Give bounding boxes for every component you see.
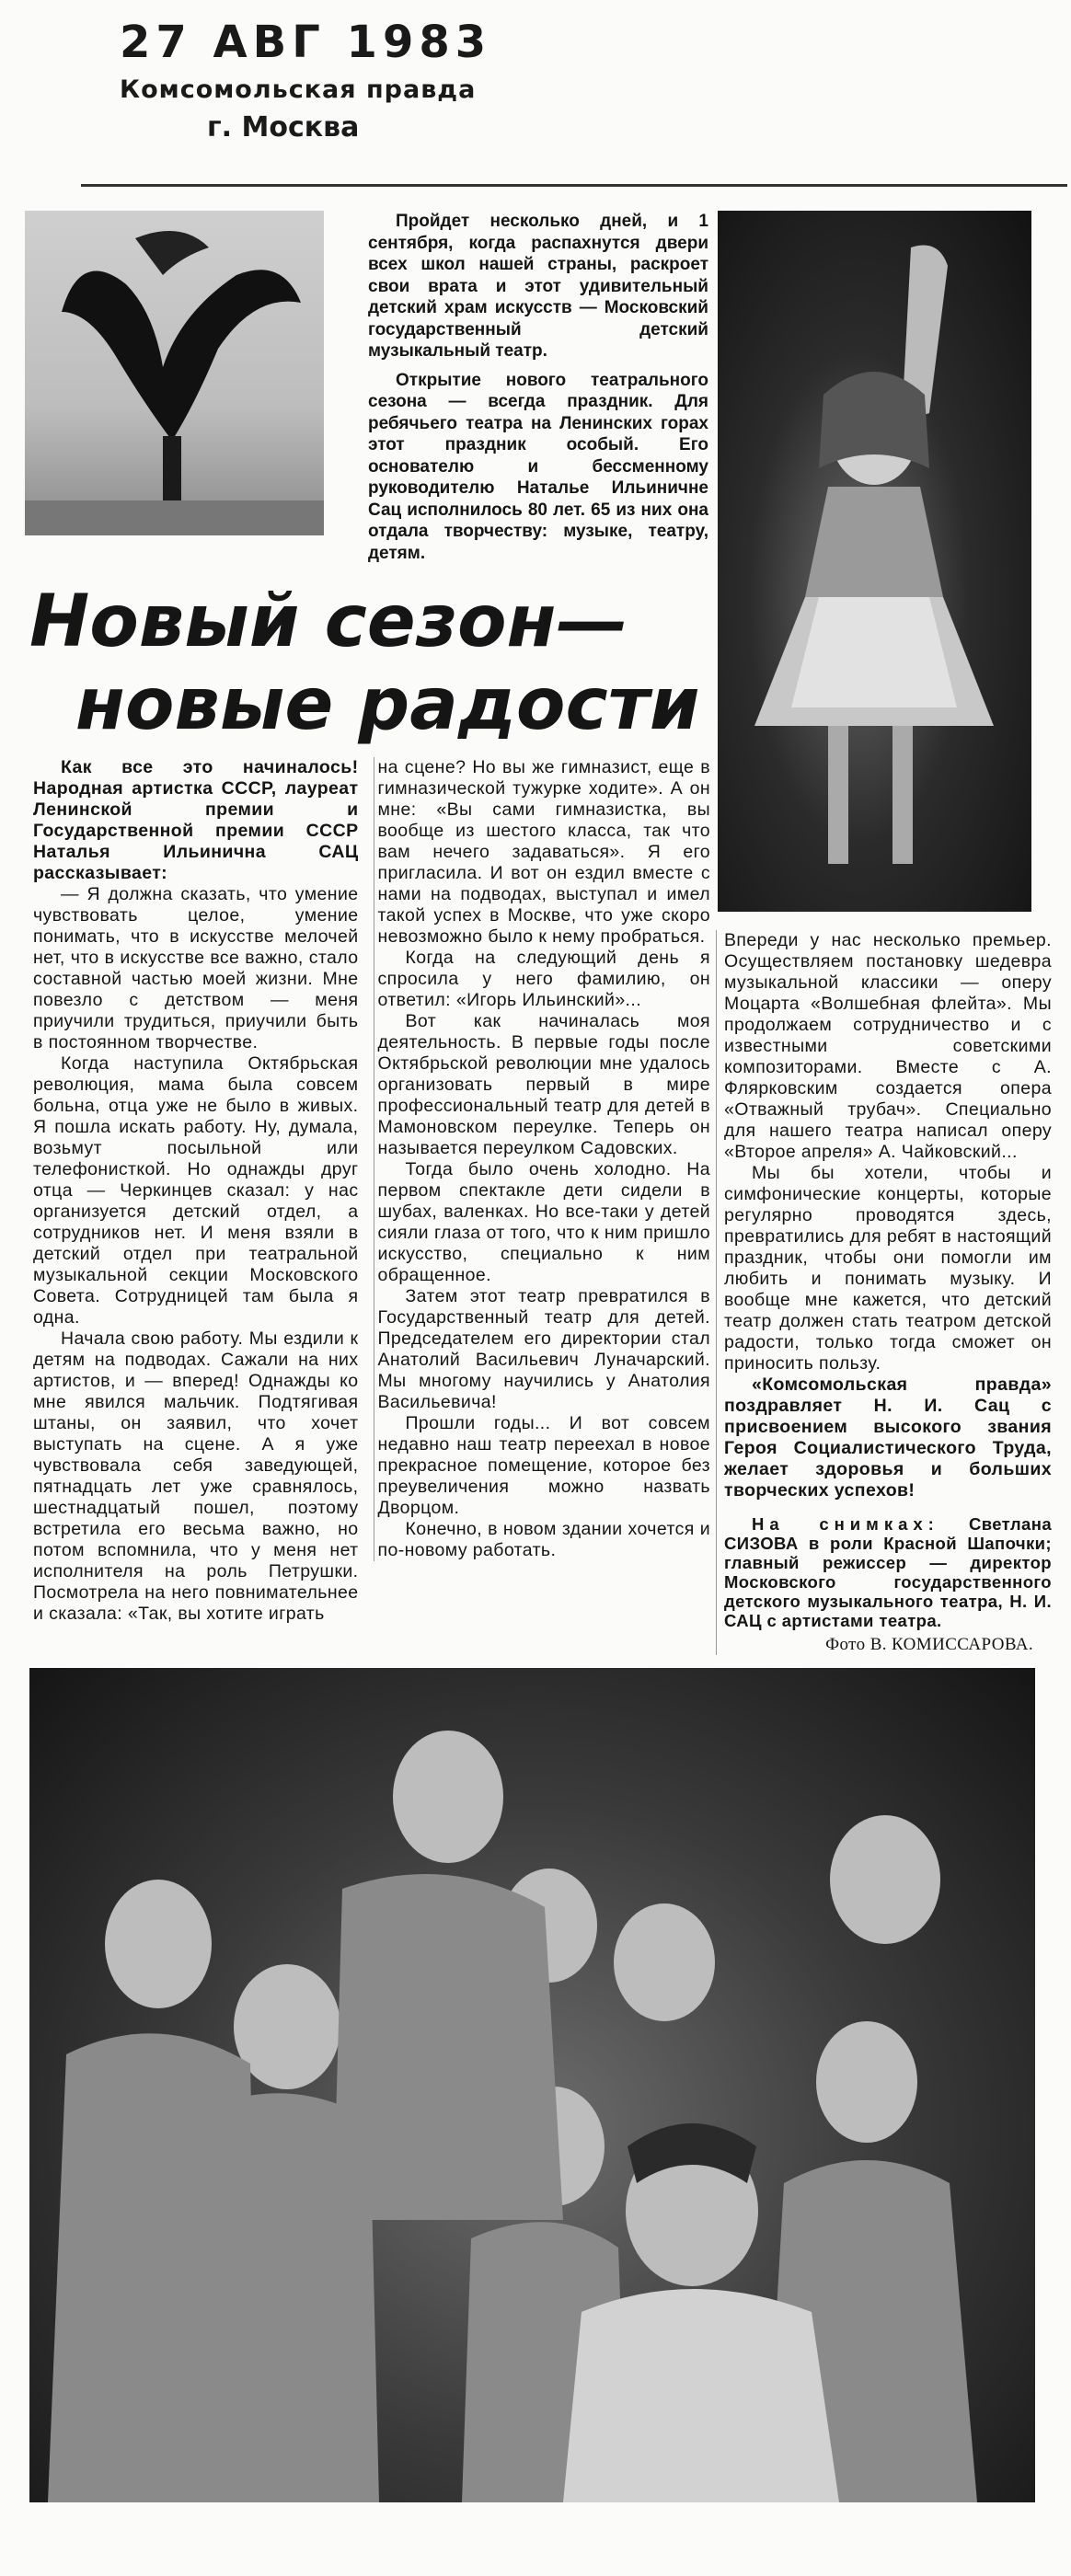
lead-paragraph: Пройдет несколько дней, и 1 сентября, когда распахнутся двери всех школ нашей страны, раскроет свои врата и этот удивительный детский храм искусств — Московский государственный детский музыкальный театр. bbox=[368, 212, 708, 361]
congratulation-paragraph: «Комсомольская правда» поздравляет Н. И. Сац с присвоением высокого звания Героя Социалистического Труда, желает здоровья и больших творческих успехов! bbox=[724, 1374, 1052, 1501]
photo-credit: Фото В. КОМИССАРОВА. bbox=[825, 1635, 1033, 1654]
paragraph: Вот как начиналась моя деятельность. В первые годы после Октябрьской революции мне удалось организовать первый в мире профессиональный театр для детей в Мамоновском переулке. Теперь он называется переулком Садовских. bbox=[377, 1011, 710, 1158]
paragraph: на сцене? Но вы же гимназист, еще в гимназической тужурке ходите». А он мне: «Вы сами гимназистка, вы вообще из шестого класса, так что вам нечего задаваться». Я его пригласила. И вот он ездил вместе с нами на подводах, выступал и имел такой успех в Москве, что уже скоро невозможно было к нему пробраться. bbox=[377, 757, 710, 947]
paragraph: Прошли годы... И вот совсем недавно наш театр переехал в новое прекрасное помещение, которое без преувеличения можно назвать Дворцом. bbox=[377, 1413, 710, 1518]
caption-lead: На снимках: bbox=[752, 1514, 939, 1534]
photo-bird-sculpture bbox=[25, 211, 324, 535]
paragraph: Начала свою работу. Мы ездили к детям на подводах. Сажали на них артистов, и — вперед! Однажды ко мне явился мальчик. Подтягивая штаны, он заявил, что хочет выступать на сцене. А я уже чувствовала себя заведующей, пятнадцать лет уже сравнялось, шестнадцатый пошел, поэтому встретила его весьма важно, но потом вспомнила, что у меня нет исполнителя на роль Петрушки. Посмотрела на него повнимательнее и сказала: «Так, вы хотите играть bbox=[33, 1328, 359, 1624]
lead-paragraph: Открытие нового театрального сезона — всегда праздник. Для ребячьего театра на Ленинских горах этот праздник особый. Его основателю и бессменному руководителю Наталье Ильиничне Сац исполнилось 80 лет. 65 из них она отдала творчеству: музыке, театру, детям. bbox=[368, 370, 708, 563]
photo-caption bbox=[724, 1514, 1052, 1630]
stamp-newspaper-name: Комсомольская правда bbox=[120, 75, 477, 104]
paragraph: Впереди у нас несколько премьер. Осуществляем постановку шедевра музыкальной классики — оперу Моцарта «Волшебная флейта». Мы продолжаем сотрудничество и с известными советскими композиторами. Вместе с А. Флярковским создается опера «Отважный трубач». Специально для нашего театра написал оперу «Второе апреля» А. Чайковский... bbox=[724, 930, 1052, 1162]
paragraph: Затем этот театр превратился в Государственный театр для детей. Председателем его директории стал Анатолий Васильевич Луначарский. Мы многому научились у Анатолия Васильевича! bbox=[377, 1286, 710, 1412]
article-lead bbox=[368, 211, 708, 571]
article bbox=[0, 187, 1071, 1655]
headline-line-1: Новый сезон— bbox=[29, 581, 628, 663]
archive-stamp bbox=[0, 0, 1071, 184]
article-right-part bbox=[716, 211, 1056, 1655]
headline-line-2: новые радости bbox=[75, 663, 700, 746]
column-right bbox=[716, 930, 1052, 1655]
paragraph: — Я должна сказать, что умение чувствовать целое, умение понимать, что в искусстве мелочей нет, что в искусстве все важно, стало составной частью моей жизни. Мне повезло с детством — меня приучили трудиться, приучили быть в постоянном творчестве. bbox=[33, 884, 359, 1052]
actress-image bbox=[718, 211, 1031, 912]
paragraph: Когда на следующий день я спросила у него фамилию, он ответил: «Игорь Ильинский»... bbox=[377, 948, 710, 1010]
bird-sculpture-image bbox=[25, 211, 324, 535]
columns-left-middle bbox=[25, 757, 710, 1625]
paragraph: Конечно, в новом здании хочется и по-новому работать. bbox=[377, 1519, 710, 1560]
article-intro-paragraph: Как все это начиналось! Народная артистка СССР, лауреат Ленинской премии и Государственной премии СССР Наталья Ильинична САЦ рассказывает: bbox=[33, 757, 359, 883]
stamp-date: 27 АВГ 1983 bbox=[120, 17, 492, 68]
photo-sats-with-actors bbox=[29, 1668, 1035, 2502]
headline bbox=[29, 581, 710, 746]
article-top-row bbox=[25, 211, 710, 571]
paragraph: Тогда было очень холодно. На первом спектакле дети сидели в шубах, валенках. Но все-таки у детей сияли глаза от того, что к ним пришло искусство, специально к ним обращенное. bbox=[377, 1159, 710, 1285]
caption-text: Светлана СИЗОВА в роли Красной Шапочки; главный режиссер — директор Московского государственного детского музыкального театра, Н. И. САЦ с артистами театра. bbox=[724, 1514, 1053, 1630]
group-image bbox=[29, 1668, 1035, 2502]
article-left-part bbox=[25, 211, 710, 1625]
column-left bbox=[33, 757, 359, 1625]
column-middle bbox=[374, 757, 711, 1561]
paragraph: Когда наступила Октябрьская революция, мама была совсем больна, отца уже не было в живых. Я пошла искать работу. Ну, думала, возьмут посыльной или телефонисткой. Но однажды друг отца — Черкинцев сказал: у нас организуется детский отдел, а сотрудников нет. И меня взяли в детский отдел при театральной музыкальной секции Московского Совета. Сотрудницей там была я одна. bbox=[33, 1053, 359, 1328]
stamp-city: г. Москва bbox=[207, 111, 360, 144]
paragraph: Мы бы хотели, чтобы и симфонические концерты, которые регулярно проводятся здесь, превратились для ребят в настоящий праздник, чтобы они помогли им любить и понимать музыку. И вообще мне кажется, что детский театр должен стать театром детской радости, только тогда сможет он приносить пользу. bbox=[724, 1163, 1052, 1374]
photo-red-riding-hood-actress bbox=[718, 211, 1031, 912]
